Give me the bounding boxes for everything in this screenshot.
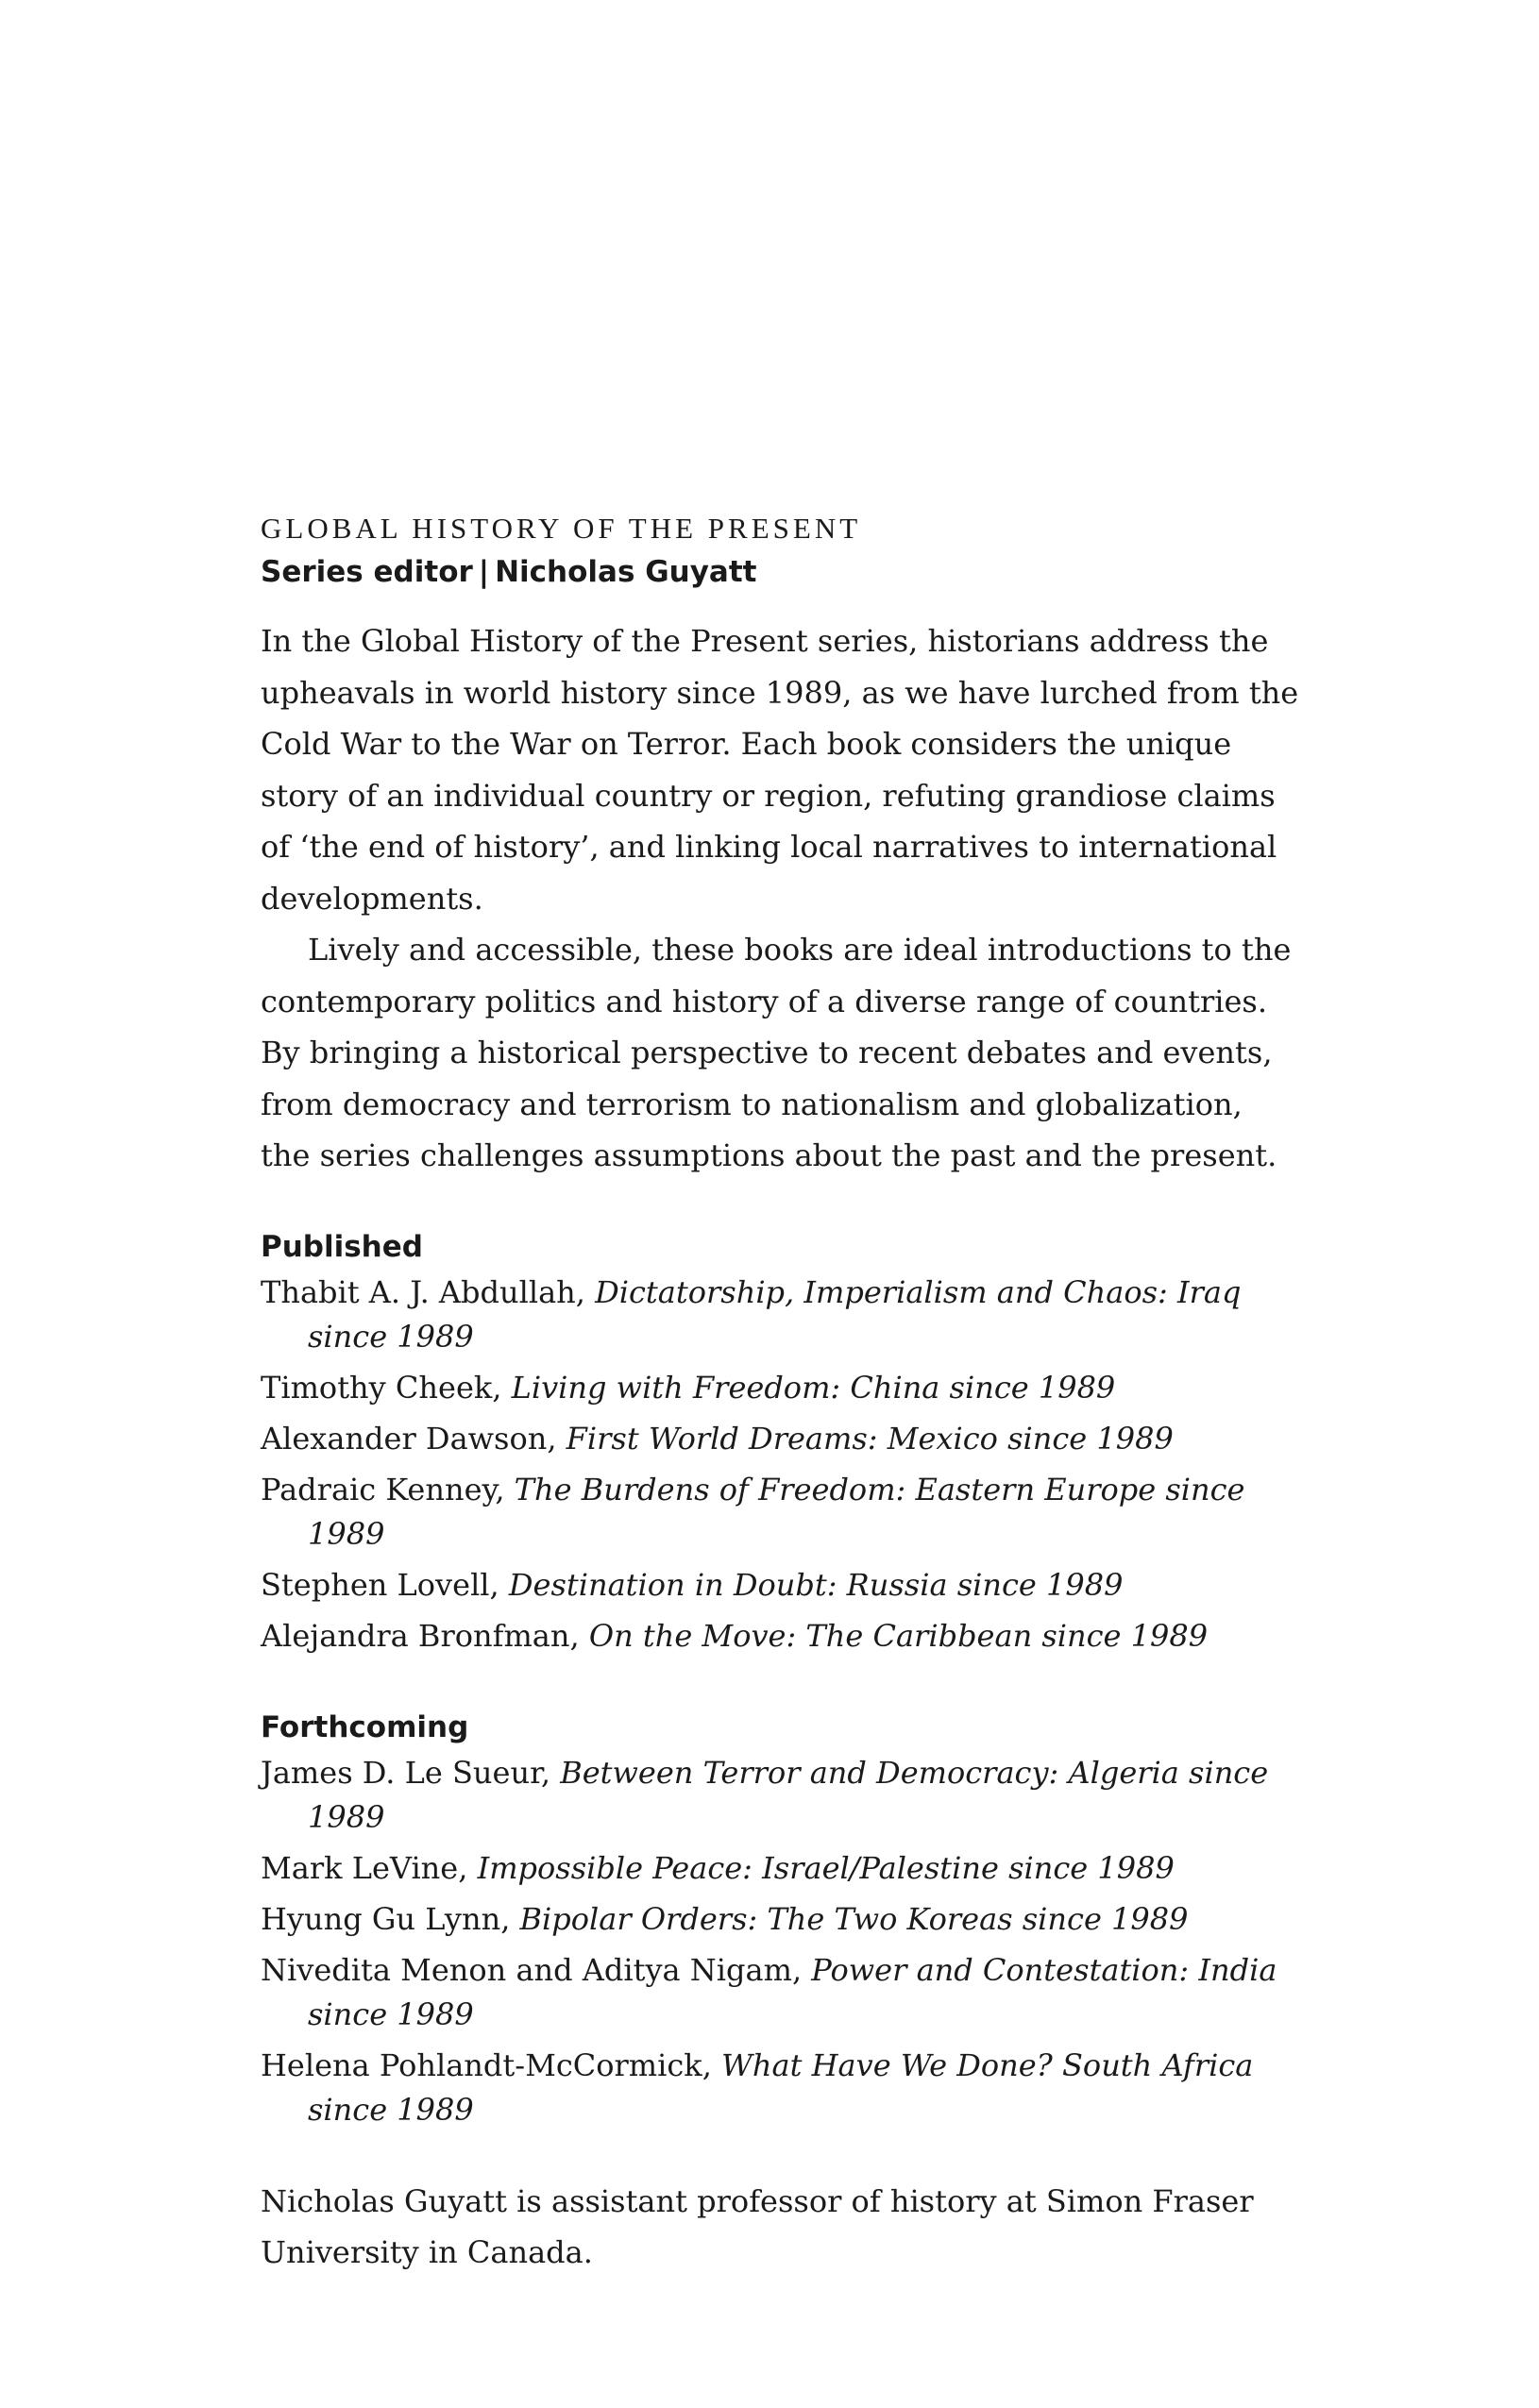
series-editor-name: Nicholas Guyatt — [495, 555, 757, 589]
book-title: Living with Freedom: China since 1989 — [511, 1369, 1116, 1406]
published-heading: Published — [261, 1229, 423, 1264]
series-description — [261, 615, 1299, 1182]
book-title: Impossible Peace: Israel/Palestine since 1989 — [477, 1849, 1175, 1886]
intro-paragraph-2: Lively and accessible, these books are ideal introductions to the contemporary politics and history of a diverse range of countries. By bringing a historical perspective to recent debates and events, from democracy and terrorism to nationalism and globalization, the series challenges assumptions about the past and the present. — [261, 932, 1292, 1173]
editor-bio: Nicholas Guyatt is assistant professor of history at Simon Fraser University in Canada. — [261, 2182, 1254, 2270]
list-item — [261, 1897, 1299, 1942]
book-author: Mark LeVine, — [261, 1849, 468, 1886]
published-list — [261, 1271, 1299, 1659]
book-author: Nivedita Menon and Aditya Nigam, — [261, 1951, 803, 1988]
list-item — [261, 2044, 1299, 2132]
book-title: First World Dreams: Mexico since 1989 — [566, 1420, 1174, 1457]
book-author: Helena Pohlandt-McCormick, — [261, 2046, 712, 2083]
book-author: Timothy Cheek, — [261, 1369, 502, 1406]
list-item — [261, 1468, 1299, 1557]
series-page — [261, 508, 1299, 2308]
list-item — [261, 1614, 1299, 1659]
book-title: The Burdens of Freedom: Eastern Europe since 1989 — [308, 1471, 1245, 1552]
book-author: Alejandra Bronfman, — [261, 1617, 580, 1654]
book-title: Destination in Doubt: Russia since 1989 — [508, 1566, 1124, 1603]
book-author: Alexander Dawson, — [261, 1420, 557, 1457]
list-item — [261, 1751, 1299, 1840]
book-author: Thabit A. J. Abdullah, — [261, 1273, 585, 1310]
book-title: On the Move: The Caribbean since 1989 — [588, 1617, 1209, 1654]
intro-paragraph-1: In the Global History of the Present series, historians address the upheavals in world history since 1989, as we have lurched from the Cold War to the War on Terror. Each book considers the unique story of an individual country or region, refuting grandiose claims of ‘the end of history’, and linking local narratives to international developments. — [261, 623, 1299, 917]
book-title: What Have We Done? South Africa since 1989 — [308, 2046, 1254, 2128]
series-title: GLOBAL HISTORY OF THE PRESENT — [261, 512, 862, 545]
book-title: Dictatorship, Imperialism and Chaos: Iraq since 1989 — [308, 1273, 1242, 1355]
series-editor-line — [261, 549, 1299, 595]
list-item — [261, 1417, 1299, 1461]
list-item — [261, 1271, 1299, 1359]
series-editor-separator: | — [478, 555, 490, 589]
list-item — [261, 1563, 1299, 1608]
book-title: Between Terror and Democracy: Algeria since 1989 — [308, 1754, 1269, 1835]
list-item — [261, 1948, 1299, 2037]
list-item — [261, 1366, 1299, 1410]
forthcoming-heading: Forthcoming — [261, 1709, 469, 1744]
book-author: James D. Le Sueur, — [261, 1754, 551, 1791]
book-title: Bipolar Orders: The Two Koreas since 1989 — [519, 1900, 1189, 1937]
forthcoming-list — [261, 1751, 1299, 2132]
book-author: Hyung Gu Lynn, — [261, 1900, 511, 1937]
series-editor-label: Series editor — [261, 555, 473, 589]
list-item — [261, 1846, 1299, 1891]
book-author: Stephen Lovell, — [261, 1566, 499, 1603]
book-author: Padraic Kenney, — [261, 1471, 505, 1507]
book-title: Power and Contestation: India since 1989 — [308, 1951, 1277, 2032]
